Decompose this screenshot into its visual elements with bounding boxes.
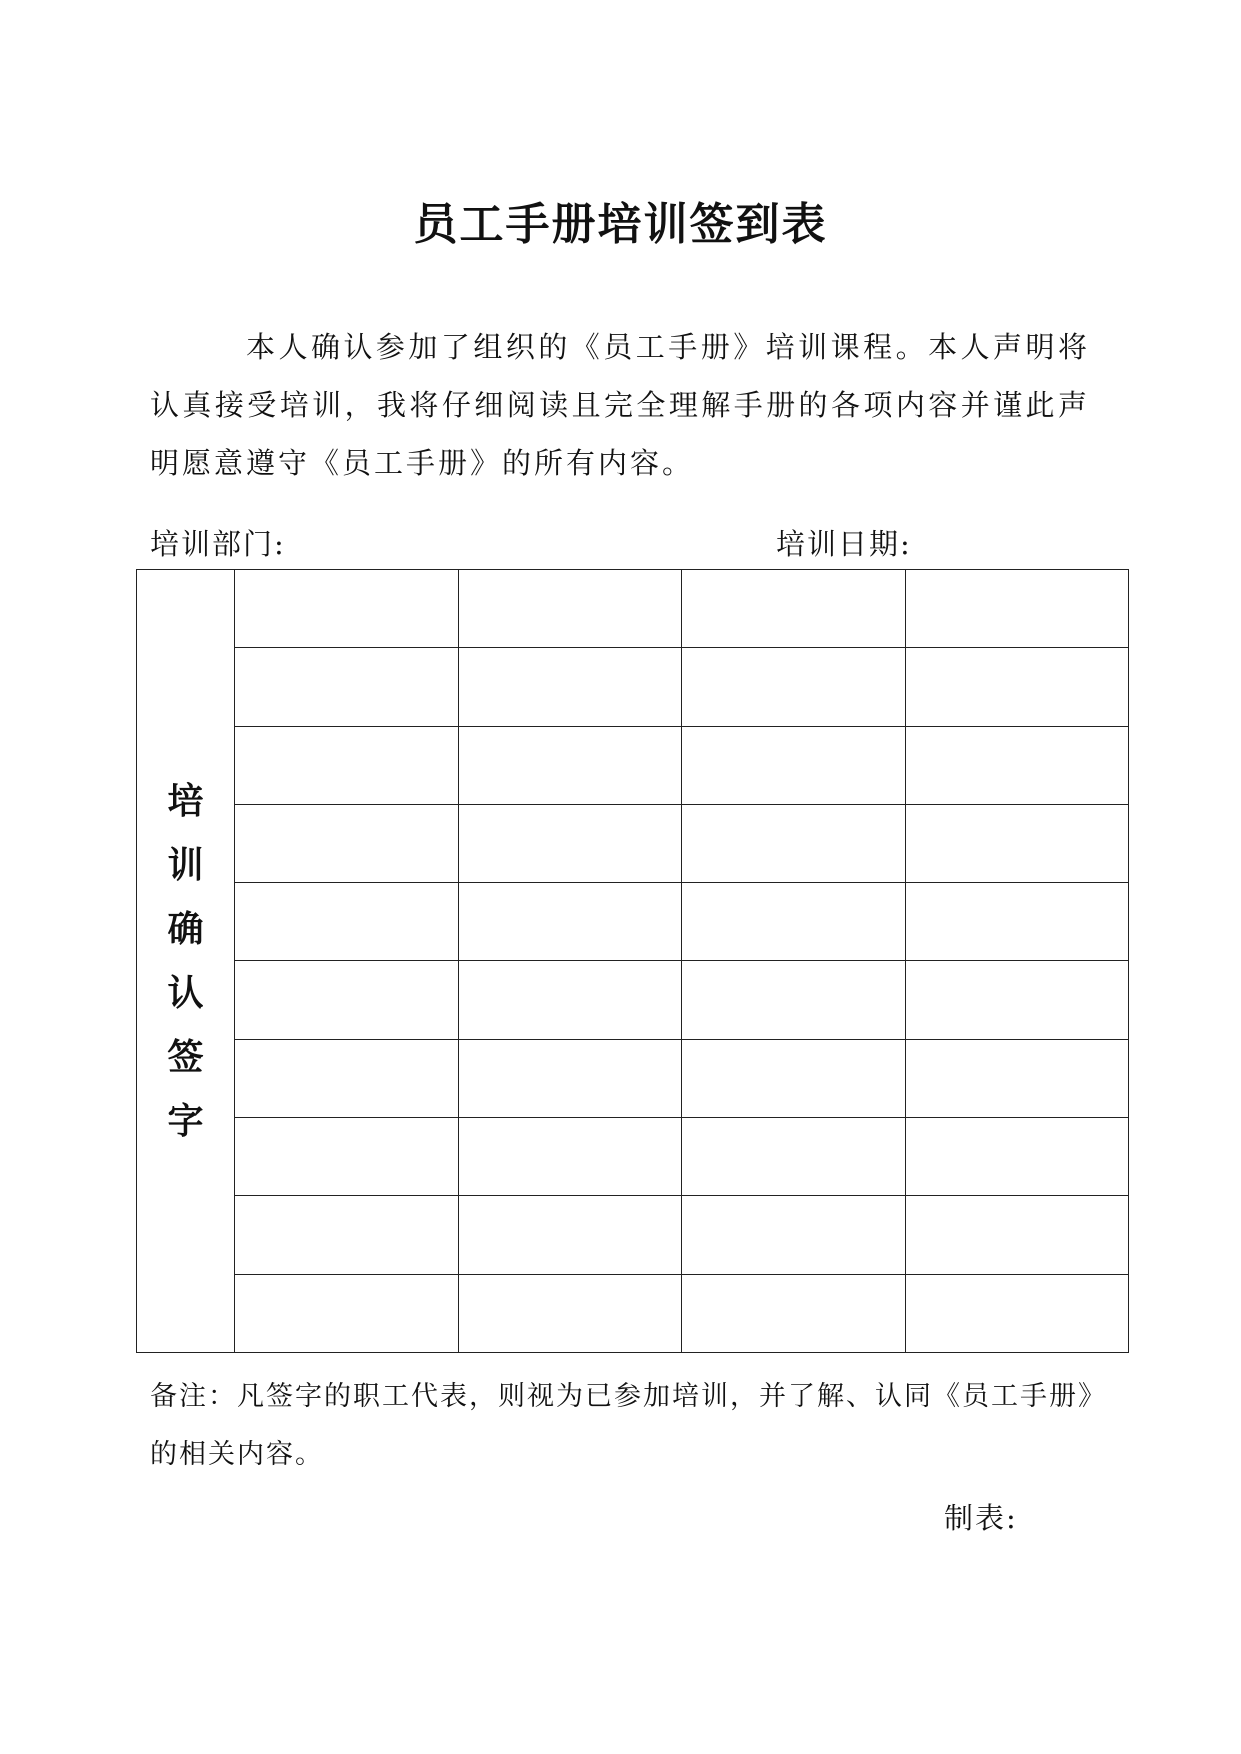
signature-cell[interactable]: [458, 804, 682, 882]
signature-cell[interactable]: [235, 1274, 459, 1352]
signature-cell[interactable]: [682, 726, 906, 804]
signature-table-body: [137, 570, 1129, 1353]
signature-cell[interactable]: [905, 726, 1129, 804]
signature-cell[interactable]: [235, 1039, 459, 1117]
signature-row: [137, 961, 1129, 1039]
training-department-label: 培训部门:: [150, 527, 286, 561]
signature-cell[interactable]: [458, 883, 682, 961]
signature-cell[interactable]: [235, 570, 459, 648]
signature-cell[interactable]: [905, 1039, 1129, 1117]
signature-cell[interactable]: [458, 648, 682, 726]
signature-cell[interactable]: [905, 804, 1129, 882]
signature-row: [137, 1274, 1129, 1352]
side-label-cell: [137, 570, 235, 1353]
signature-cell[interactable]: [235, 883, 459, 961]
signature-cell[interactable]: [235, 648, 459, 726]
signature-cell[interactable]: [235, 804, 459, 882]
prepared-by-label: 制表:: [944, 1501, 1018, 1535]
signature-cell[interactable]: [905, 961, 1129, 1039]
signature-cell[interactable]: [682, 1274, 906, 1352]
page-title: 员工手册培训签到表: [413, 199, 828, 250]
signature-cell[interactable]: [682, 1039, 906, 1117]
signature-cell[interactable]: [682, 961, 906, 1039]
signature-cell[interactable]: [905, 1196, 1129, 1274]
signature-cell[interactable]: [235, 1118, 459, 1196]
signature-row: [137, 726, 1129, 804]
signature-row: [137, 883, 1129, 961]
signature-cell[interactable]: [682, 804, 906, 882]
signature-row: [137, 1118, 1129, 1196]
signature-cell[interactable]: [458, 1039, 682, 1117]
signature-cell[interactable]: [905, 883, 1129, 961]
training-date-label: 培训日期:: [776, 527, 912, 561]
signature-cell[interactable]: [905, 648, 1129, 726]
signature-row: [137, 1196, 1129, 1274]
signature-table: [136, 569, 1129, 1353]
signature-row: [137, 804, 1129, 882]
signature-cell[interactable]: [235, 961, 459, 1039]
signature-cell[interactable]: [905, 570, 1129, 648]
signature-row: [137, 1039, 1129, 1117]
signature-cell[interactable]: [905, 1274, 1129, 1352]
remark-note: 备注：凡签字的职工代表，则视为已参加培训，并了解、认同《员工手册》的相关内容。: [150, 1381, 1094, 1470]
signature-cell[interactable]: [458, 961, 682, 1039]
signature-cell[interactable]: [682, 648, 906, 726]
signature-cell[interactable]: [235, 1196, 459, 1274]
signature-cell[interactable]: [905, 1118, 1129, 1196]
signature-cell[interactable]: [458, 1118, 682, 1196]
signature-cell[interactable]: [458, 570, 682, 648]
signature-cell[interactable]: [458, 1196, 682, 1274]
signature-row: [137, 648, 1129, 726]
signature-cell[interactable]: [458, 726, 682, 804]
signature-cell[interactable]: [682, 1118, 906, 1196]
signature-row: [137, 570, 1129, 648]
signature-cell[interactable]: [682, 570, 906, 648]
intro-statement: 本人确认参加了组织的《员工手册》培训课程。本人声明将认真接受培训，我将仔细阅读且完全理解手册的各项内容并谨此声明愿意遵守《员工手册》的所有内容。: [150, 330, 1090, 480]
signature-cell[interactable]: [458, 1274, 682, 1352]
signature-cell[interactable]: [682, 883, 906, 961]
signature-cell[interactable]: [235, 726, 459, 804]
training-confirm-signature-label: 培训确认签字: [167, 780, 204, 1142]
signature-cell[interactable]: [682, 1196, 906, 1274]
